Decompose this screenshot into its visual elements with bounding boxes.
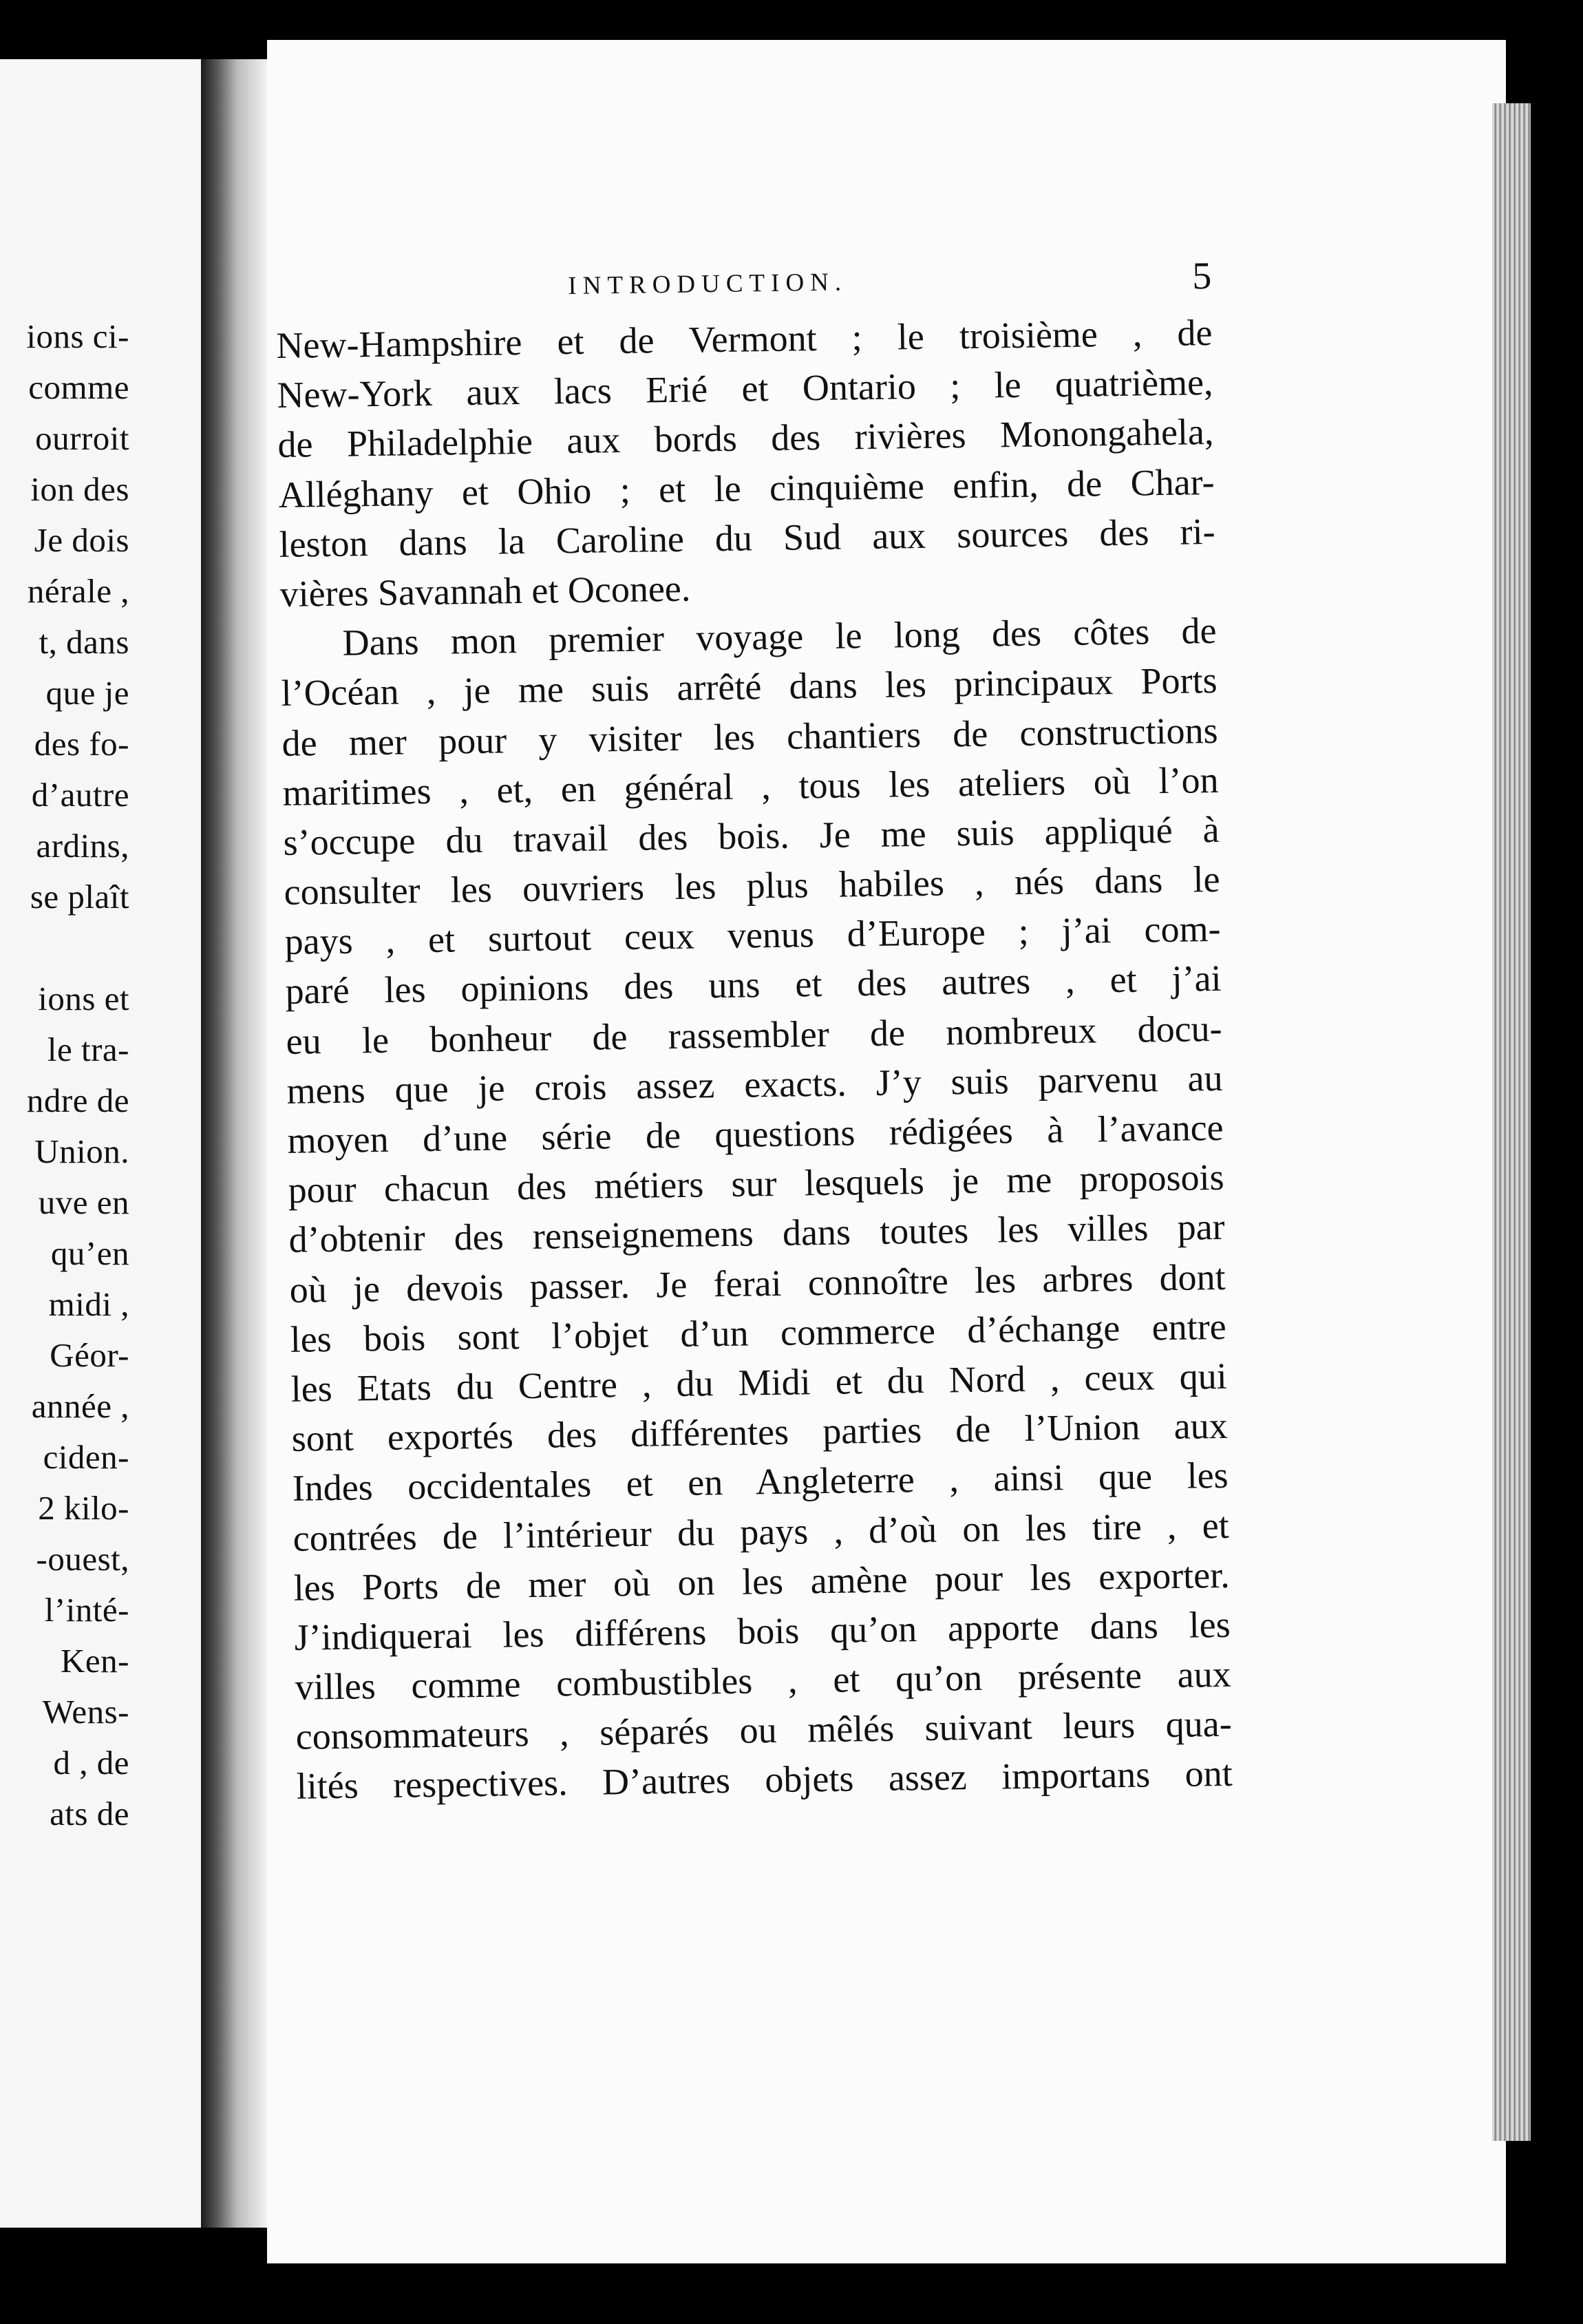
page-edges (1492, 103, 1531, 2141)
text-line: contrées de l’intérieur du pays , d’où on les tire , et (293, 1504, 1230, 1559)
text-line: sont exportés des différentes parties de l’Union aux (291, 1404, 1228, 1459)
left-line-7: t, dans (39, 623, 129, 661)
left-line-29: d , de (53, 1744, 129, 1782)
text-line: l’Océan , je me suis arrêté dans les principaux Ports (281, 659, 1218, 715)
left-line-23: ciden- (43, 1438, 129, 1476)
book-gutter-shadow (201, 59, 267, 2228)
left-line-9: des fo- (34, 725, 129, 763)
text-line: vières Savannah et Oconee. (279, 567, 691, 615)
previous-page-fragment (0, 59, 201, 2228)
text-line: les Ports de mer où on les amène pour les exporter. (293, 1554, 1231, 1609)
left-line-21: Géor- (50, 1336, 129, 1374)
body-text (276, 308, 1233, 1811)
left-line-10: d’autre (31, 776, 129, 814)
text-line: New-Hampshire et de Vermont ; le troisième , de (276, 312, 1213, 366)
text-line: villes comme combustibles , et qu’on présente aux (295, 1653, 1232, 1708)
left-line-22: année , (31, 1387, 129, 1425)
left-line-8: que je (45, 674, 129, 712)
left-line-5: Je dois (34, 521, 129, 559)
left-line-24: 2 kilo- (38, 1489, 129, 1527)
text-line: leston dans la Caroline du Sud aux sources des ri- (279, 510, 1215, 565)
left-line-15: le tra- (47, 1031, 129, 1068)
text-line: Dans mon premier voyage le long des côtes de (342, 610, 1217, 664)
text-line: pays , et surtout ceux venus d’Europe ; j’ai com- (284, 908, 1221, 963)
left-line-3: ourroit (35, 419, 129, 457)
text-line: Alléghany et Ohio ; et le cinquième enfin, de Char- (278, 461, 1215, 516)
left-line-6: nérale , (27, 572, 129, 610)
left-line-19: qu’en (50, 1234, 129, 1272)
text-line: maritimes , et, en général , tous les ateliers où l’on (282, 759, 1219, 814)
left-line-17: Union. (34, 1132, 129, 1170)
text-line: eu le bonheur de rassembler de nombreux docu- (286, 1007, 1222, 1062)
text-line: consulter les ouvriers les plus habiles , nés dans le (284, 858, 1220, 913)
left-line-27: Ken- (61, 1642, 129, 1680)
text-line: Indes occidentales et en Angleterre , ainsi que les (292, 1455, 1229, 1510)
left-line-4: ion des (30, 470, 129, 508)
text-line: paré les opinions des uns et des autres , et j’ai (285, 958, 1222, 1013)
page-number: 5 (1191, 255, 1212, 298)
text-line: où je devois passer. Je ferai connoître les arbres dont (289, 1256, 1226, 1311)
text-line: J’indiquerai les différens bois qu’on apporte dans les (294, 1603, 1231, 1658)
left-line-20: midi , (48, 1285, 129, 1323)
left-line-1: ions ci- (26, 317, 129, 355)
text-line: s’occupe du travail des bois. Je me suis appliqué à (283, 808, 1220, 863)
left-line-26: l’inté- (44, 1591, 129, 1629)
text-line: pour chacun des métiers sur lesquels je me proposois (288, 1156, 1224, 1212)
text-line: d’obtenir des renseignemens dans toutes les villes par (288, 1206, 1225, 1261)
left-line-14: ions et (38, 980, 129, 1017)
left-line-30: ats de (50, 1795, 129, 1832)
left-line-2: comme (28, 368, 129, 406)
left-line-12: se plaît (30, 878, 129, 916)
left-line-28: Wens- (42, 1693, 129, 1731)
text-line: consommateurs , séparés ou mêlés suivant leurs qua- (295, 1703, 1233, 1758)
text-line: les Etats du Centre , du Midi et du Nord , ceux qui (290, 1355, 1227, 1410)
text-line: les bois sont l’objet d’un commerce d’échange entre (290, 1305, 1226, 1360)
text-line: moyen d’une série de questions rédigées à l’avance (287, 1106, 1224, 1161)
text-line: lités respectives. D’autres objets assez importans ont (296, 1753, 1233, 1808)
left-line-18: uve en (38, 1183, 129, 1221)
left-line-11: ardins, (36, 827, 129, 865)
running-head-title: INTRODUCTION. (568, 268, 848, 301)
text-line: New-York aux lacs Erié et Ontario ; le quatrième, (277, 361, 1213, 416)
text-line: de Philadelphie aux bords des rivières Monongahela, (277, 411, 1214, 466)
text-line: de mer pour y visiter les chantiers de constructions (281, 709, 1218, 764)
text-line: mens que je crois assez exacts. J’y suis parvenu au (286, 1057, 1223, 1112)
left-line-16: ndre de (26, 1081, 129, 1119)
left-line-25: -ouest, (36, 1540, 129, 1578)
